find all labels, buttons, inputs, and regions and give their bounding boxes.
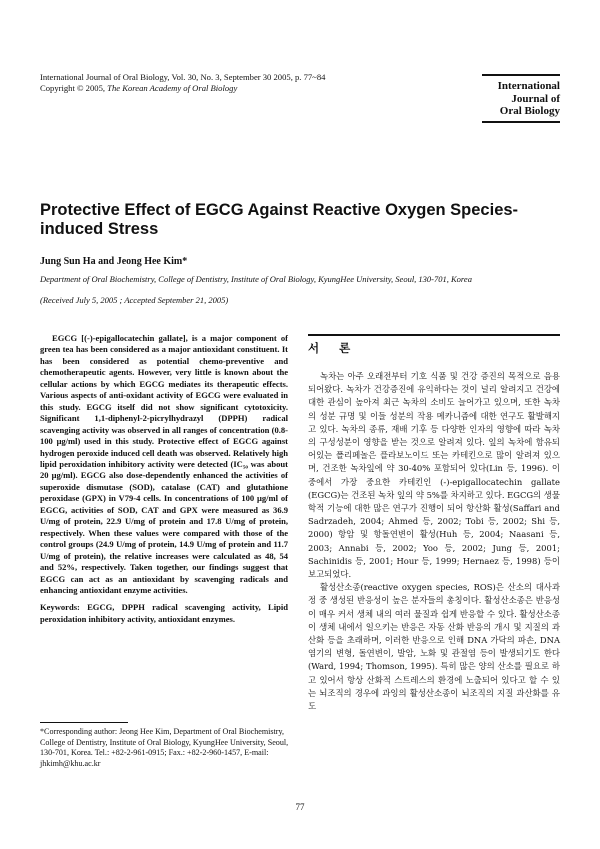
article-authors: Jung Sun Ha and Jeong Hee Kim* bbox=[40, 256, 188, 267]
journal-brand-box bbox=[482, 74, 560, 123]
corresponding-author-footnote: *Corresponding author: Jeong Hee Kim, Department of Oral Biochemistry, College of Dentistry, Institute of Oral Biology, KyungHee University, Seoul, 130-701, Korea. Tel.: +82-2-961-0915; Fax.: +82-2-960-1457, E-mail: jhkimh@khu.ac.kr bbox=[40, 727, 289, 768]
abstract-text: EGCG [(-)-epigallocatechin gallate], is a major component of green tea has been considered as a major antioxidant constituent. It has been considered as potential chemo-preventive and chemotherapeutic agents. However, very little is known about the cellular actions by which EGCG mediates its therapeutic effects. Various aspects of anti-oxidant activity of EGCG were evaluated in this study. EGCG itself did not show significant cytotoxicity. Significant 1,1-diphenyl-2-picrylhydrazyl (DPPH) radical scavenging activity was observed in all ranges of concentration (0.8-100 μg/ml) used in this study. Protective effect of EGCG against hydrogen peroxide induced cell death was observed. Relatively high lipid peroxidation inhibitory activity were detected (IC₅₀ was about 20 μg/ml). EGCG also dose-dependently enhanced the activities of superoxide dismutase (SOD), catalase (CAT) and glutathione peroxidase (GPX) in V79-4 cells. In concentrations of 100 μg/ml of EGCG, activities of SOD, CAT and GPX were measured as 36.9 U/mg of protein, 22.9 U/mg of protein and 17.8 U/mg of protein, respectively. When these values were compared with those of the control groups (24.9 U/mg of protein, 14.9 U/mg of protein and 11.7 U/mg of protein), the relative increases were calculated as 48, 54 and 52%, respectively. Taken together, our findings suggest that EGCG can act as an antioxidant by scavenging radicals and enhancing antioxidant enzyme activities. bbox=[40, 333, 288, 595]
intro-paragraph-1: 녹차는 아주 오래전부터 기호 식품 및 건강 증진의 목적으로 음용되어왔다. 녹차가 건강증진에 유익하다는 것이 널리 알려지고 건강에 대한 관심이 높아져 최근 녹차의 소비도 늘어가고 있으며, 또한 녹차의 성분 규명 및 이들 성분의 작용 메카니즘에 대한 연구도 활발해지고 있다. 녹차의 종류, 재배 기후 등 다양한 인자의 영향에 따라 녹차의 구성성분이 영향을 받는 것으로 알려져 있다. 잎의 녹차에 함유되어있는 폴리페놀은 플라보노이드 또는 카테킨으로 많이 알려져 있으며, 건조한 녹차잎에 약 30-40% 포함되어 있다(Lin 등, 1996). 이 중에서 가장 중요한 카테킨인 (-)-epigallocatechin gallate (EGCG)는 건조된 녹차 잎의 약 5%를 차지하고 있다. EGCG의 생물학적 기능에 대한 많은 연구가 진행이 되어 항산화 활성(Saffari and Sadrzadeh, 2004; Ahmed 등, 2002; Tobi 등, 2002; Shi 등, 2000) 항암 및 항돌연변이 활성(Huh 등, 2004; Naasani 등, 2003; Annabi 등, 2002; Yoo 등, 2002; Jung 등, 2001; Sachinidis 등, 2001; Hour 등, 1999; Hernaez 등, 1998) 등이 보고되었다. bbox=[308, 371, 560, 580]
copyright-prefix: Copyright © 2005, bbox=[40, 83, 108, 93]
copyright-line bbox=[40, 83, 460, 94]
intro-paragraph-2: 활성산소종(reactive oxygen species, ROS)은 산소의 대사과정 중 생성된 반응성이 높은 분자들의 총칭이다. 활성산소종은 반응성이 매우 커서 생체 내의 여러 물질과 쉽게 반응할 수 있다. 활성산소종이 생체 내에서 일으키는 반응은 자동 산화 반응의 개시 및 지질의 과산화 등을 초래하며, 이러한 반응으로 인해 DNA 가닥의 파손, DNA 염기의 변형, 돌연변이, 발암, 노화 및 관절염 등이 발생되기도 한다(Ward, 1994; Thomson, 1995). 특히 많은 양의 산소를 필요로 하고 있어서 항상 산화적 스트레스의 환경에 노출되어 있다고 할 수 있는 뇌조직의 경우에 과잉의 활성산소종이 뇌조직의 지질 과산화를 유도 bbox=[308, 582, 560, 712]
article-affiliation: Department of Oral Biochemistry, College of Dentistry, Institute of Oral Biology, KyungHee University, Seoul, 130-701, Korea bbox=[40, 274, 472, 284]
brand-line-1: International bbox=[497, 80, 560, 92]
abstract-column bbox=[40, 333, 288, 625]
received-dates: (Received July 5, 2005 ; Accepted September 21, 2005) bbox=[40, 295, 229, 305]
introduction-column bbox=[308, 370, 560, 713]
journal-citation bbox=[40, 72, 460, 94]
brand-line-2: Journal of bbox=[511, 92, 560, 105]
page-number: 77 bbox=[295, 802, 305, 812]
brand-line-3: Oral Biology bbox=[499, 105, 560, 117]
journal-line-1: International Journal of Oral Biology, Vol. 30, No. 3, September 30 2005, p. 77~84 bbox=[40, 72, 326, 82]
copyright-publisher: The Korean Academy of Oral Biology bbox=[107, 83, 238, 93]
section-heading-introduction: 서 론 bbox=[308, 334, 560, 356]
footnote-divider bbox=[40, 722, 128, 723]
article-title: Protective Effect of EGCG Against Reactive Oxygen Species-induced Stress bbox=[40, 201, 519, 238]
keywords: Keywords: EGCG, DPPH radical scavenging activity, Lipid peroxidation inhibitory activity, antioxidant enzymes. bbox=[40, 602, 288, 624]
